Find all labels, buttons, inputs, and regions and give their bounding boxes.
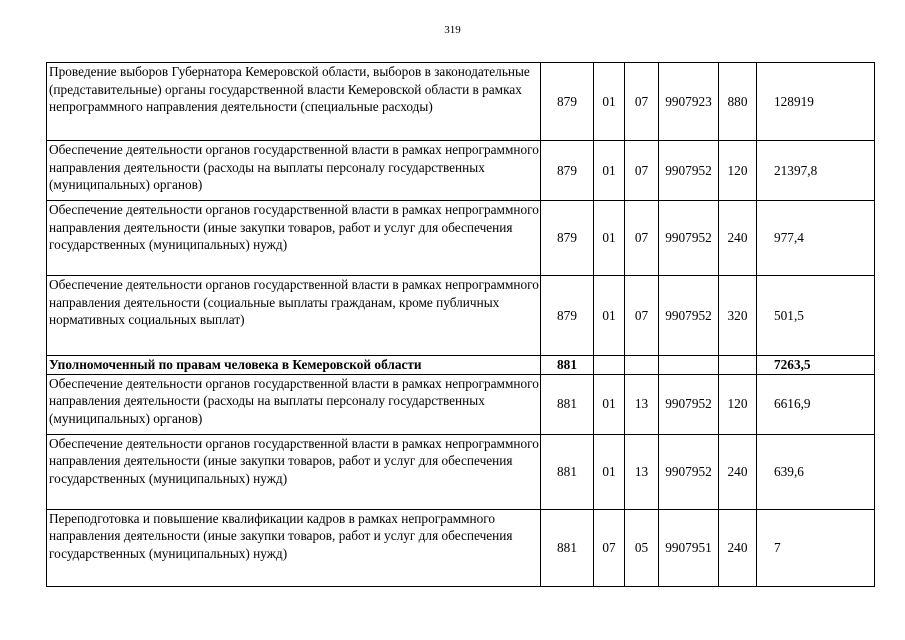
amount: 128919 <box>757 63 875 141</box>
table-row-group-header <box>47 356 875 375</box>
subsection-code: 07 <box>625 201 659 276</box>
row-name: Уполномоченный по правам человека в Кемеровской области <box>47 356 541 375</box>
amount: 977,4 <box>757 201 875 276</box>
section-code: 01 <box>594 374 625 434</box>
table-row <box>47 434 875 509</box>
section-code: 01 <box>594 434 625 509</box>
csr-code: 9907952 <box>659 201 719 276</box>
budget-table <box>46 62 875 587</box>
row-name: Обеспечение деятельности органов государственной власти в рамках непрограммного направления деятельности (расходы на выплаты персоналу государственных (муниципальных) органов) <box>47 141 541 201</box>
grbs-code: 881 <box>541 374 594 434</box>
section-code: 01 <box>594 276 625 356</box>
section-code: 01 <box>594 63 625 141</box>
vr-code: 320 <box>719 276 757 356</box>
subsection-code: 05 <box>625 509 659 586</box>
csr-code: 9907952 <box>659 374 719 434</box>
vr-code: 240 <box>719 434 757 509</box>
csr-code <box>659 356 719 375</box>
table-row <box>47 141 875 201</box>
table-row <box>47 201 875 276</box>
table-row <box>47 509 875 586</box>
row-name: Обеспечение деятельности органов государственной власти в рамках непрограммного направления деятельности (расходы на выплаты персоналу государственных (муниципальных) органов) <box>47 374 541 434</box>
grbs-code: 881 <box>541 356 594 375</box>
amount: 501,5 <box>757 276 875 356</box>
csr-code: 9907923 <box>659 63 719 141</box>
csr-code: 9907951 <box>659 509 719 586</box>
table-row <box>47 374 875 434</box>
grbs-code: 881 <box>541 434 594 509</box>
vr-code: 120 <box>719 374 757 434</box>
amount: 7263,5 <box>757 356 875 375</box>
table-row <box>47 63 875 141</box>
subsection-code: 13 <box>625 434 659 509</box>
row-name: Проведение выборов Губернатора Кемеровской области, выборов в законодательные (представительные) органы государственной власти Кемеровской области в рамках непрограммного направления деятельности (специальные расходы) <box>47 63 541 141</box>
csr-code: 9907952 <box>659 276 719 356</box>
vr-code: 880 <box>719 63 757 141</box>
subsection-code: 07 <box>625 63 659 141</box>
csr-code: 9907952 <box>659 434 719 509</box>
amount: 6616,9 <box>757 374 875 434</box>
vr-code: 240 <box>719 201 757 276</box>
row-name: Переподготовка и повышение квалификации кадров в рамках непрограммного направления деятельности (иные закупки товаров, работ и услуг для обеспечения государственных (муниципальных) нужд) <box>47 509 541 586</box>
page-number: 319 <box>444 24 461 36</box>
amount: 639,6 <box>757 434 875 509</box>
vr-code <box>719 356 757 375</box>
section-code: 01 <box>594 201 625 276</box>
row-name: Обеспечение деятельности органов государственной власти в рамках непрограммного направления деятельности (иные закупки товаров, работ и услуг для обеспечения государственных (муниципальных) нужд) <box>47 201 541 276</box>
vr-code: 120 <box>719 141 757 201</box>
row-name: Обеспечение деятельности органов государственной власти в рамках непрограммного направления деятельности (социальные выплаты гражданам, кроме публичных нормативных социальных выплат) <box>47 276 541 356</box>
grbs-code: 879 <box>541 276 594 356</box>
table-row <box>47 276 875 356</box>
grbs-code: 879 <box>541 201 594 276</box>
csr-code: 9907952 <box>659 141 719 201</box>
subsection-code: 07 <box>625 276 659 356</box>
row-name: Обеспечение деятельности органов государственной власти в рамках непрограммного направления деятельности (иные закупки товаров, работ и услуг для обеспечения государственных (муниципальных) нужд) <box>47 434 541 509</box>
amount: 7 <box>757 509 875 586</box>
subsection-code: 07 <box>625 141 659 201</box>
grbs-code: 879 <box>541 141 594 201</box>
section-code <box>594 356 625 375</box>
subsection-code <box>625 356 659 375</box>
vr-code: 240 <box>719 509 757 586</box>
grbs-code: 881 <box>541 509 594 586</box>
section-code: 01 <box>594 141 625 201</box>
amount: 21397,8 <box>757 141 875 201</box>
grbs-code: 879 <box>541 63 594 141</box>
section-code: 07 <box>594 509 625 586</box>
subsection-code: 13 <box>625 374 659 434</box>
